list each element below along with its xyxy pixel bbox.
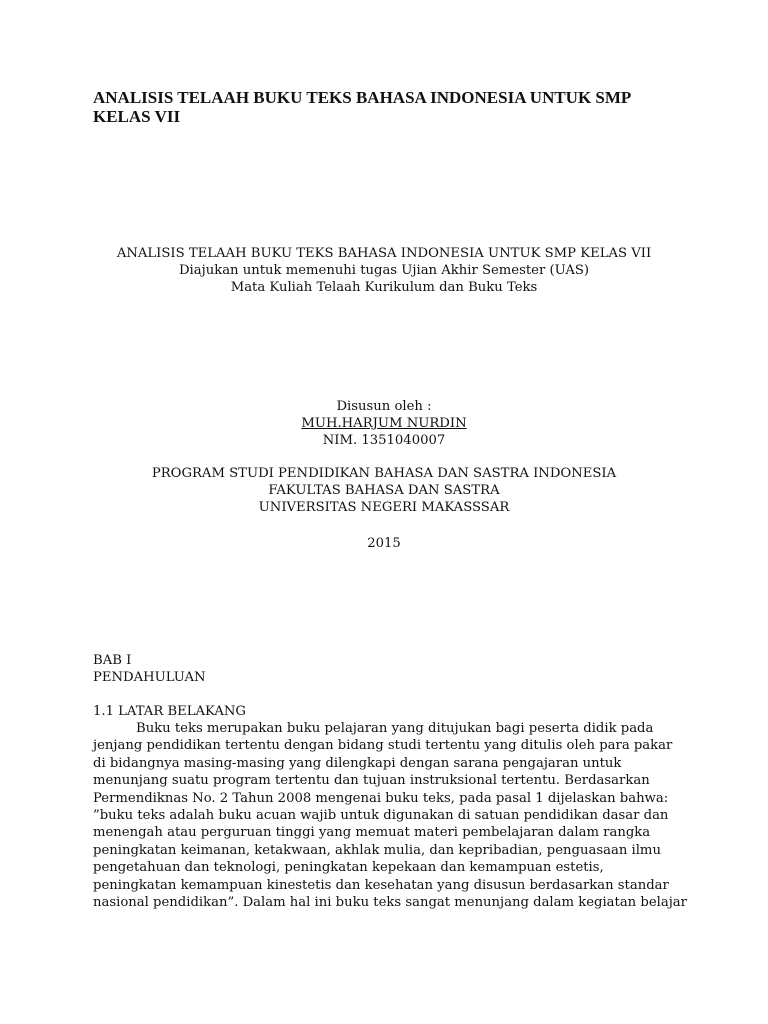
paragraph-line: Buku teks merupakan buku pelajaran yang ditujukan bagi peserta didik pada: [136, 721, 654, 736]
paragraph-line: peningkatan keimanan, ketakwaan, akhlak mulia, dan kepribadian, penguasaan ilmu: [93, 842, 661, 858]
study-program: PROGRAM STUDI PENDIDIKAN BAHASA DAN SASTRA INDONESIA: [151, 466, 617, 481]
paragraph-line: pengetahuan dan teknologi, peningkatan kepekaan dan kemampuan estetis,: [93, 860, 604, 876]
section-heading-block: [93, 703, 693, 720]
document-title: ANALISIS TELAAH BUKU TEKS BAHASA INDONESIA UNTUK SMP KELAS VII: [93, 88, 631, 126]
body-paragraph: [93, 720, 693, 911]
faculty-name: FAKULTAS BAHASA DAN SASTRA: [268, 483, 500, 498]
paragraph-line: di bidangnya masing-masing yang dilengkapi dengan sarana pengajaran untuk: [93, 755, 622, 771]
institution-block: [0, 465, 768, 516]
chapter-number: BAB I: [93, 653, 132, 668]
cover-block: [0, 245, 768, 296]
author-name: MUH.HARJUM NURDIN: [301, 416, 467, 431]
cover-title-line: ANALISIS TELAAH BUKU TEKS BAHASA INDONESIA UNTUK SMP KELAS VII: [116, 246, 652, 261]
author-block: [0, 398, 768, 449]
university-name: UNIVERSITAS NEGERI MAKASSSAR: [258, 500, 510, 515]
document-year: 2015: [367, 536, 401, 551]
student-id: NIM. 1351040007: [322, 433, 446, 448]
paragraph-line: nasional pendidikan”. Dalam hal ini buku teks sangat menunjang dalam kegiatan belajar: [93, 895, 687, 911]
year-block: [0, 535, 768, 552]
paragraph-line: ”buku teks adalah buku acuan wajib untuk digunakan di satuan pendidikan dasar dan: [93, 808, 669, 824]
cover-course-line: Mata Kuliah Telaah Kurikulum dan Buku Teks: [230, 280, 538, 295]
chapter-name: PENDAHULUAN: [93, 670, 206, 686]
paragraph-line: jenjang pendidikan tertentu dengan bidang studi tertentu yang ditulis oleh para pakar: [93, 738, 673, 754]
prepared-by-label: Disusun oleh :: [336, 399, 432, 414]
cover-purpose-line: Diajukan untuk memenuhi tugas Ujian Akhir Semester (UAS): [178, 263, 590, 278]
paragraph-line: menengah atau perguruan tinggi yang memuat materi pembelajaran dalam rangka: [93, 825, 651, 841]
paragraph-line: Permendiknas No. 2 Tahun 2008 mengenai buku teks, pada pasal 1 dijelaskan bahwa:: [93, 790, 669, 806]
paragraph-line: menunjang suatu program tertentu dan tujuan instruksional tertentu. Berdasarkan: [93, 773, 650, 789]
section-heading: 1.1 LATAR BELAKANG: [93, 704, 246, 719]
paragraph-line: peningkatan kemampuan kinestetis dan kesehatan yang disusun berdasarkan standar: [93, 877, 669, 893]
chapter-heading-block: [93, 652, 693, 687]
